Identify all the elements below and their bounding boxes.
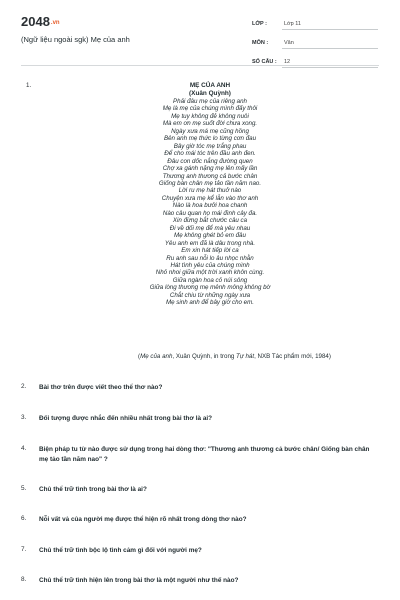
poem-line: Giống bàn chân mẹ tảo tần năm nao.: [158, 179, 262, 187]
meta-key: SỐ CÂU :: [252, 58, 277, 65]
question-text: Chủ thể trữ tình hiện lên trong bài thơ là một người như thế nào?: [39, 577, 239, 584]
meta-key: MÔN :: [252, 39, 269, 46]
poem-line: Thương anh thương cả bước chân: [162, 172, 258, 180]
poem-line: Chợ xa gánh nặng mẹ lên mấy lần: [162, 165, 258, 173]
poem-line: Nhỏ nhoi giữa một trời xanh khôn cùng.: [155, 269, 265, 277]
meta-value: Lớp 11: [284, 20, 301, 27]
poem-lines: [80, 98, 340, 307]
meta-key: LỚP :: [252, 20, 267, 27]
question-text: Nỗi vất vả của người mẹ được thể hiện rõ nhất trong dòng thơ nào?: [39, 516, 247, 523]
poem-block: [80, 82, 340, 307]
question-number: 3.: [21, 414, 27, 421]
poem-line: Để cho mái tóc trên đầu anh đen.: [164, 150, 256, 158]
poem-line: Giữa lòng thương mẹ mênh mông không bờ: [149, 284, 271, 292]
poem-line: Mẹ là mẹ của chúng mình đấy thôi: [162, 105, 258, 113]
source-suffix: , NXB Tác phẩm mới, 1984): [254, 353, 331, 360]
site-logo[interactable]: [21, 14, 60, 29]
poem-line: Hát tình yêu của chúng mình: [170, 261, 250, 269]
poem-line: Nào câu quan họ mái đình cây đa.: [162, 209, 258, 217]
question-text: Biện pháp tu từ nào được sử dụng trong hai dòng thơ: "Thương anh thương cả bước chân/ Giống bàn chân mẹ tảo tần năm nao" ?: [39, 446, 370, 463]
question-number: 1.: [26, 82, 32, 89]
poem-line: Mà em ơn mẹ suốt đời chưa xong.: [162, 120, 258, 128]
poem-line: Mẹ sinh anh để bây giờ cho em.: [165, 299, 254, 307]
meta-row-grade: [252, 14, 378, 33]
poem-line: Đi về dối mẹ để mà yêu nhau: [169, 224, 251, 232]
question-text: Đối tượng được nhắc đến nhiều nhất trong bài thơ là ai?: [39, 415, 213, 422]
poem-line: Phải đâu mẹ của riêng anh: [173, 98, 247, 105]
logo-text: 2048: [21, 14, 50, 29]
question-number: 5.: [21, 485, 27, 492]
question-text: Chủ thể trữ tình trong bài thơ là ai?: [39, 486, 147, 493]
poem-author: (Xuân Quỳnh): [189, 89, 231, 97]
poem-line: Em xin hát tiếp lời ca: [181, 247, 239, 255]
question-number: 6.: [21, 515, 27, 522]
poem-line: Xin đừng bắt chước câu ca: [172, 217, 248, 225]
meta-row-subject: [252, 33, 378, 52]
question-text: Bài thơ trên được viết theo thể thơ nào?: [39, 384, 163, 391]
poem-line: Chắt chiu từ những ngày xưa: [169, 291, 251, 299]
poem-line: Ngày xưa má mẹ cũng hồng: [171, 127, 249, 135]
poem-line: Mẹ tuy không đẻ không nuôi: [171, 112, 249, 120]
question-text: Chủ thể trữ tình bộc lộ tình cảm gì đối với người mẹ?: [39, 547, 202, 554]
poem-line: Bây giờ tóc mẹ trắng phau: [173, 142, 247, 150]
poem-title: MẸ CỦA ANH: [189, 82, 231, 89]
question-number: 7.: [21, 546, 27, 553]
question-number: 4.: [21, 445, 27, 452]
source-title: Mẹ của anh: [140, 353, 173, 360]
header-divider: [21, 65, 379, 66]
source-prefix: (: [138, 353, 141, 360]
meta-value: Văn: [284, 39, 294, 46]
meta-underline: [282, 48, 378, 49]
meta-row-count: [252, 52, 378, 71]
poem-line: Nào là hoa bưởi hoa chanh: [172, 202, 248, 210]
poem-line: Lời ru mẹ hát thuở nào: [178, 187, 242, 195]
poem-line: Ru anh sau nỗi lo âu nhọc nhằn: [166, 254, 254, 262]
meta-underline: [282, 67, 378, 68]
poem-source: [138, 353, 331, 360]
meta-value: 12: [284, 58, 291, 65]
worksheet-title: (Ngữ liệu ngoài sgk) Mẹ của anh: [21, 35, 130, 44]
poem-line: Mẹ không ghét bỏ em đâu: [174, 232, 246, 240]
poem-line: Đâu con dốc nắng đường quen: [167, 157, 253, 165]
poem-line: Yêu anh em đã là dâu trong nhà.: [164, 239, 256, 247]
meta-underline: [282, 29, 378, 30]
worksheet-meta: [252, 14, 378, 71]
question-number: 2.: [21, 383, 27, 390]
source-book: Tự hát: [236, 353, 255, 360]
poem-line: Chuyện xưa mẹ kể lẫn vào thơ anh: [161, 194, 259, 202]
poem-line: Giữa ngàn hoa cỏ núi sông: [172, 276, 248, 284]
poem-line: Bên anh mẹ thức lo từng cơn đau: [163, 135, 257, 143]
source-mid: , Xuân Quỳnh, in trong: [172, 353, 237, 360]
question-number: 8.: [21, 576, 27, 583]
logo-suffix: .vn: [50, 20, 60, 26]
